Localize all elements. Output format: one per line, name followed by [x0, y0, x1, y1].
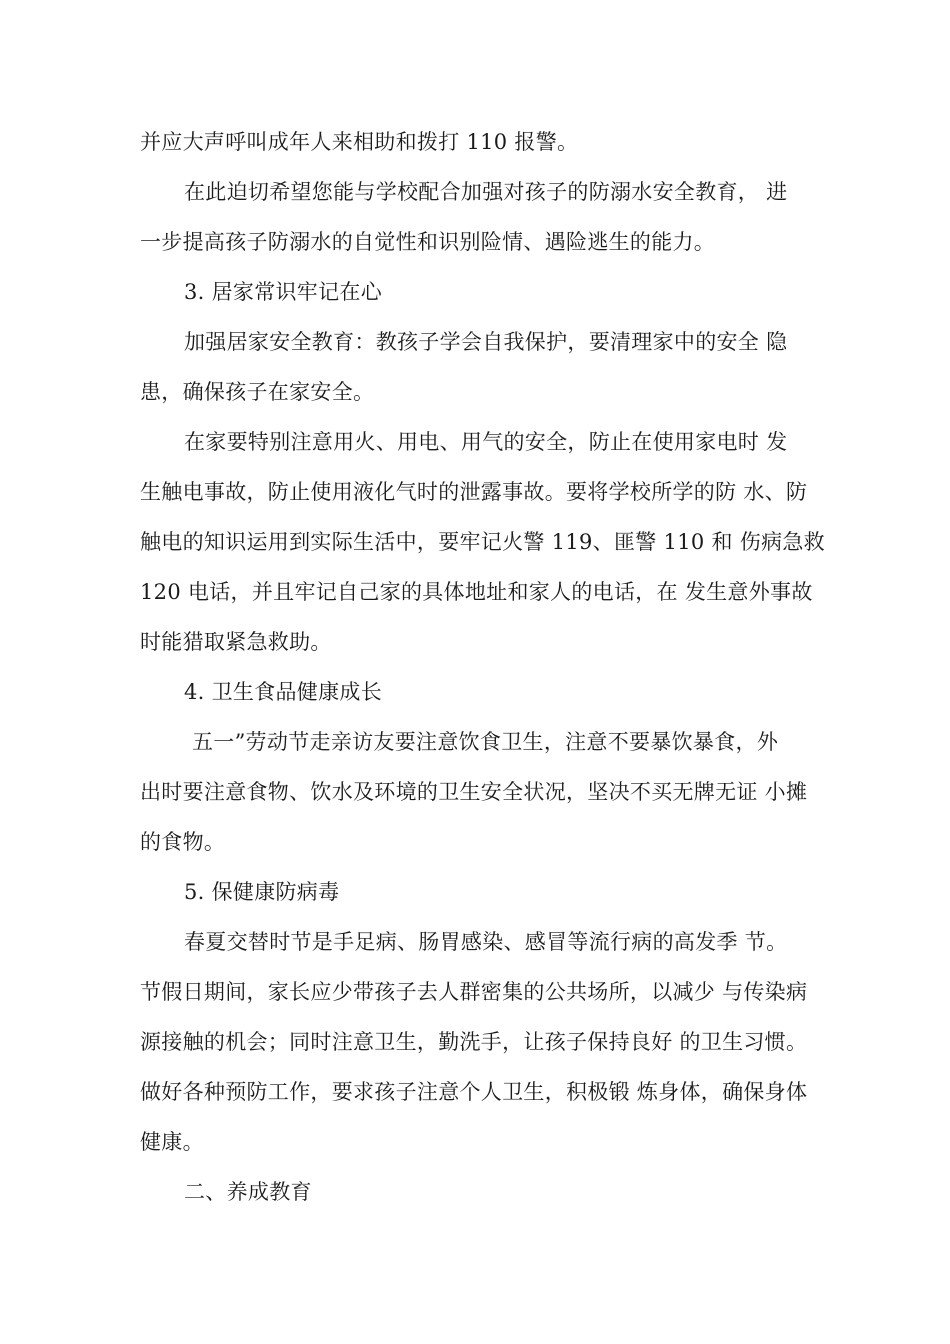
section-heading: 二、养成教育: [184, 1180, 312, 1204]
text-line: 120 电话，并且牢记自己家的具体地址和家人的电话，在 发生意外事故: [140, 580, 813, 604]
text-line: 出时要注意食物、饮水及环境的卫生安全状况，坚决不买无牌无证 小摊: [140, 780, 808, 804]
section-heading: 5. 保健康防病毒: [184, 880, 340, 904]
text-line: 五一”劳动节走亲访友要注意饮食卫生，注意不要暴饮暴食，外: [192, 730, 779, 754]
text-line: 节假日期间，家长应少带孩子去人群密集的公共场所，以减少 与传染病: [140, 980, 808, 1004]
text-line: 源接触的机会；同时注意卫生，勤洗手，让孩子保持良好 的卫生习惯。: [140, 1030, 808, 1054]
text-line: 生触电事故，防止使用液化气时的泄露事故。要将学校所学的防 水、防: [140, 480, 808, 504]
text-line: 加强居家安全教育：教孩子学会自我保护，要清理家中的安全 隐: [184, 330, 788, 354]
text-line: 并应大声呼叫成年人来相助和拨打 110 报警。: [140, 130, 579, 154]
text-line: 在此迫切希望您能与学校配合加强对孩子的防溺水安全教育， 进: [184, 180, 788, 204]
text-line: 做好各种预防工作，要求孩子注意个人卫生，积极锻 炼身体，确保身体: [140, 1080, 808, 1104]
text-line: 健康。: [140, 1130, 204, 1154]
text-line: 的食物。: [140, 830, 226, 854]
text-line: 一步提高孩子防溺水的自觉性和识别险情、遇险逃生的能力。: [140, 230, 716, 254]
section-heading: 4. 卫生食品健康成长: [184, 680, 383, 704]
text-line: 患，确保孩子在家安全。: [140, 380, 375, 404]
text-line: 春夏交替时节是手足病、肠胃感染、感冒等流行病的高发季 节。: [184, 930, 788, 954]
section-heading: 3. 居家常识牢记在心: [184, 280, 383, 304]
text-line: 触电的知识运用到实际生活中，要牢记火警 119、匪警 110 和 伤病急救: [140, 530, 825, 554]
text-line: 时能猎取紧急救助。: [140, 630, 332, 654]
text-line: 在家要特别注意用火、用电、用气的安全，防止在使用家电时 发: [184, 430, 788, 454]
